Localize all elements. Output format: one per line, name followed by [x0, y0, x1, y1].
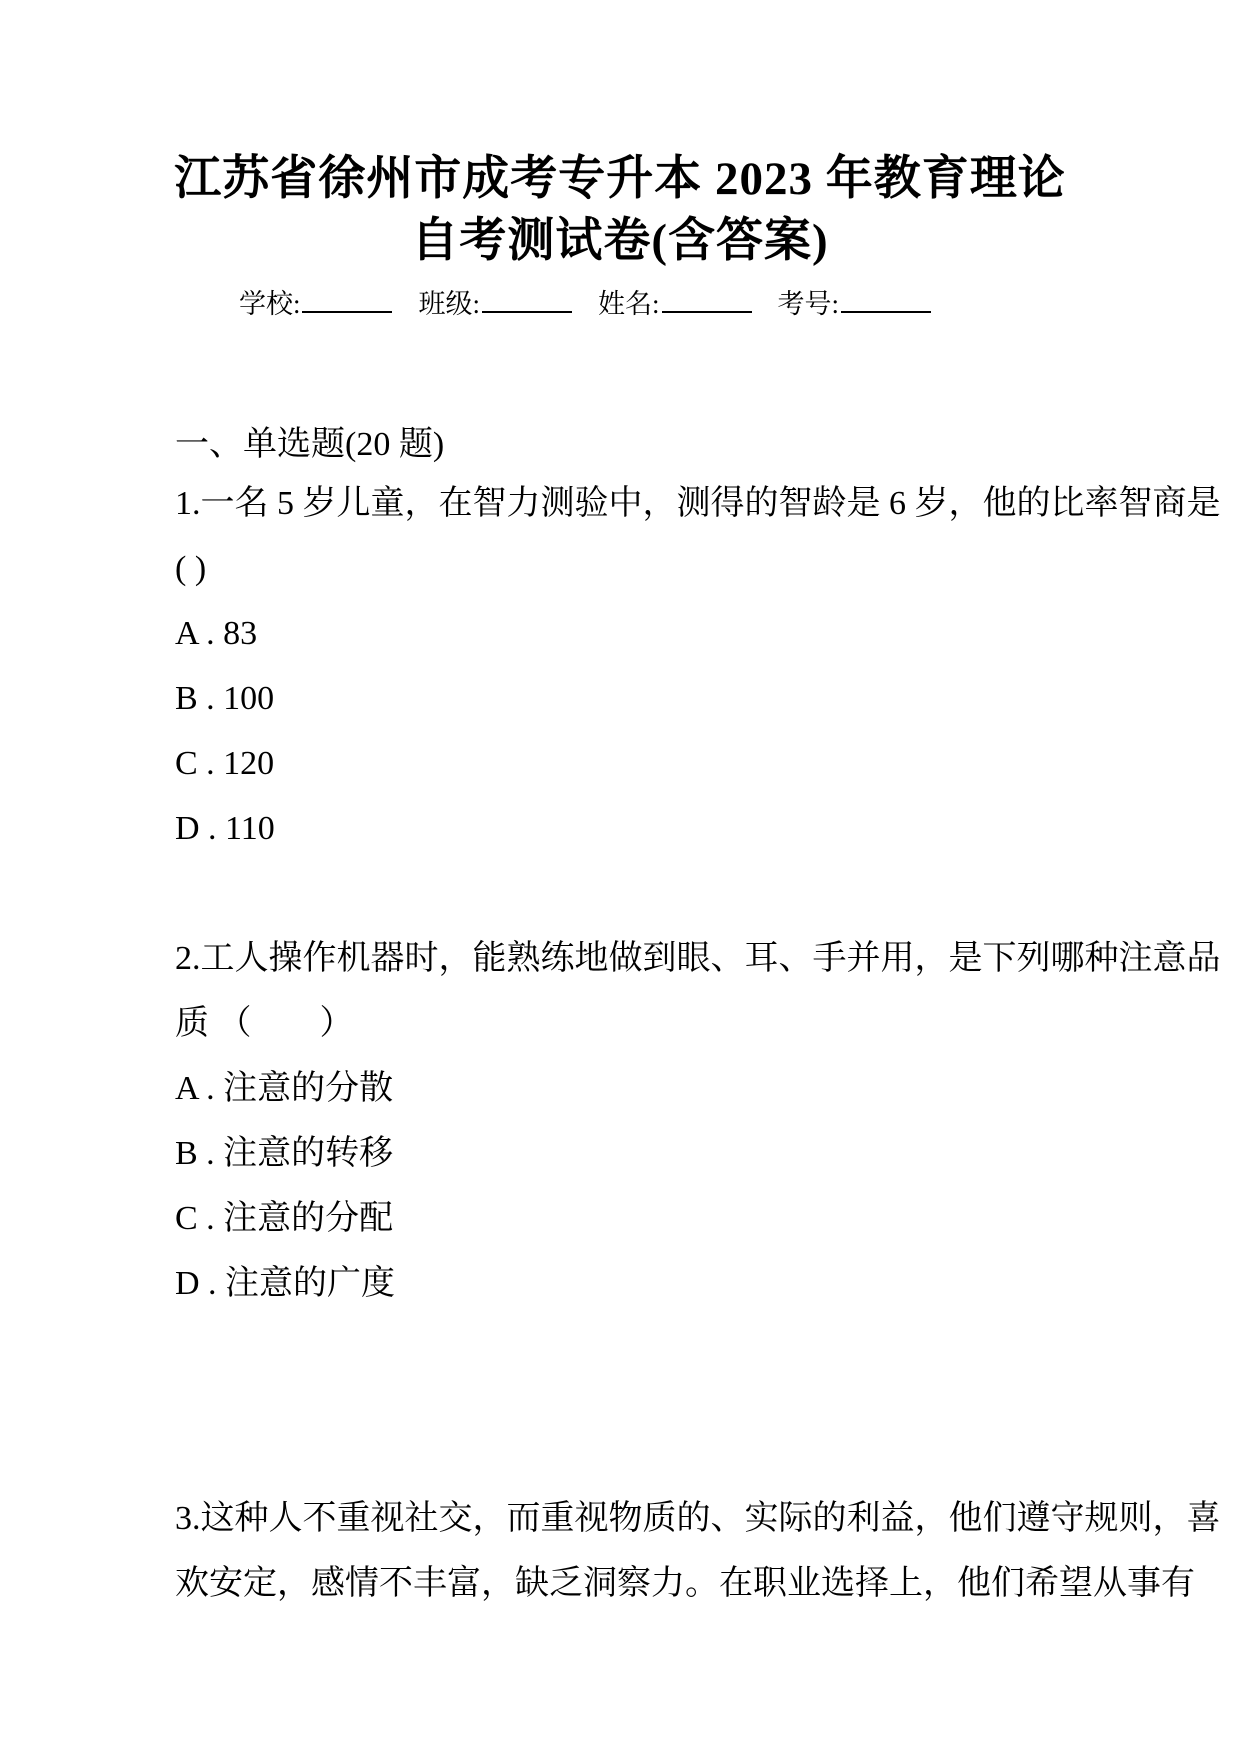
class-label: 班级: — [418, 289, 480, 319]
question-3-stem-line-1: 3.这种人不重视社交，而重视物质的、实际的利益，他们遵守规则，喜 — [175, 1500, 1221, 1537]
question-1 — [175, 471, 1221, 861]
info-field-exam-number — [778, 284, 932, 324]
question-3-stem-line-2: 欢安定，感情不丰富，缺乏洞察力。在职业选择上，他们希望从事有 — [175, 1565, 1195, 1602]
name-label: 姓名: — [598, 289, 660, 319]
exam-number-blank-line — [841, 288, 931, 313]
info-field-class — [418, 284, 572, 324]
info-field-name — [598, 284, 752, 324]
question-2-option-d: D . 注意的广度 — [175, 1265, 396, 1302]
title-line-2: 自考测试卷(含答案) — [411, 215, 829, 267]
name-blank-line — [662, 288, 752, 313]
section-heading: 一、单选题(20 题) — [175, 426, 445, 463]
question-3 — [175, 1486, 1221, 1616]
document-title — [0, 0, 1240, 272]
student-info-row — [0, 284, 1240, 324]
info-field-school — [239, 284, 393, 324]
question-1-answer-space: ( ) — [175, 550, 207, 587]
question-2-option-b: B . 注意的转移 — [175, 1135, 394, 1172]
question-2-option-c: C . 注意的分配 — [175, 1200, 394, 1237]
question-2 — [175, 926, 1221, 1316]
question-2-stem-line-1: 2.工人操作机器时，能熟练地做到眼、耳、手并用，是下列哪种注意品 — [175, 940, 1221, 977]
question-1-option-a: A . 83 — [175, 615, 258, 652]
document-body — [0, 422, 1240, 1616]
question-1-option-b: B . 100 — [175, 680, 275, 717]
school-blank-line — [302, 288, 392, 313]
question-2-option-a: A . 注意的分散 — [175, 1070, 394, 1107]
question-1-option-d: D . 110 — [175, 810, 275, 847]
school-label: 学校: — [238, 289, 301, 319]
exam-number-label: 考号: — [777, 289, 840, 319]
title-line-1: 江苏省徐州市成考专升本 2023 年教育理论 — [174, 153, 1066, 205]
question-2-stem-line-2: 质 （ ） — [175, 1005, 354, 1042]
class-blank-line — [482, 288, 572, 313]
question-1-stem-line-1: 1.一名 5 岁儿童，在智力测验中，测得的智龄是 6 岁，他的比率智商是 — [175, 485, 1221, 522]
question-1-option-c: C . 120 — [175, 745, 275, 782]
